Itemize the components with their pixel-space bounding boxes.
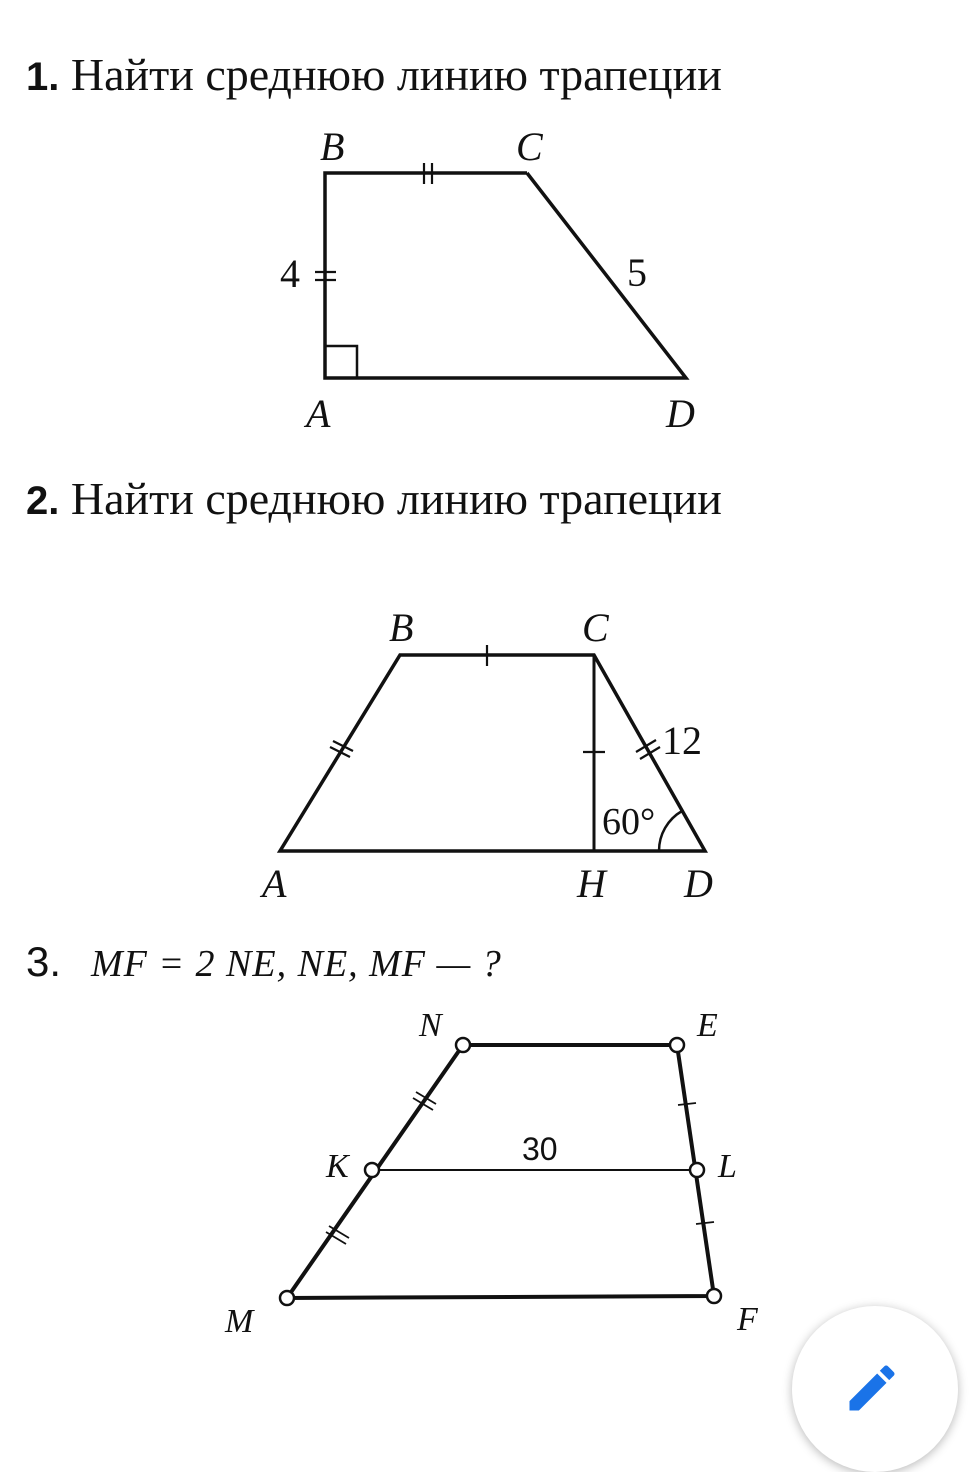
side-ab-length: 4 — [280, 251, 300, 296]
vertex-e-label-3: E — [697, 1007, 718, 1044]
vertex-b-label-2: B — [389, 605, 414, 650]
point-l — [690, 1163, 704, 1177]
task-1-text: Найти среднюю линию трапеции — [70, 49, 722, 100]
pencil-icon-shape — [850, 1365, 895, 1410]
tick-lf — [696, 1222, 714, 1224]
edit-button[interactable] — [792, 1306, 958, 1472]
trapezoid-mnef-figure-3 — [287, 1045, 714, 1298]
vertex-a-label-2: A — [262, 861, 287, 906]
point-n — [456, 1038, 470, 1052]
vertex-h-label-2: H — [577, 861, 606, 906]
angle-d-value: 60° — [602, 801, 656, 843]
right-angle-mark — [325, 346, 357, 378]
midline-kl-length: 30 — [522, 1131, 558, 1167]
vertex-a-label-1: A — [306, 391, 331, 436]
point-k — [365, 1163, 379, 1177]
vertex-d-label-1: D — [666, 391, 695, 436]
vertex-b-label-1: B — [320, 124, 345, 169]
point-m — [280, 1291, 294, 1305]
vertex-k-label-3: K — [326, 1148, 349, 1185]
vertex-n-label-3: N — [419, 1007, 442, 1044]
task-3-condition: MF = 2 NE, NE, MF — ? — [91, 943, 502, 985]
task-2-text: Найти среднюю линию трапеции — [70, 473, 722, 524]
side-cd-length: 5 — [627, 250, 647, 295]
tick-el — [678, 1103, 696, 1105]
angle-d-arc — [659, 811, 682, 851]
vertex-c-label-1: C — [516, 124, 543, 169]
side-cd-length-2: 12 — [662, 718, 702, 763]
vertex-l-label-3: L — [718, 1148, 737, 1185]
pencil-icon — [842, 1358, 902, 1418]
task-2-number: 2. — [26, 479, 60, 523]
point-f — [707, 1289, 721, 1303]
point-e — [670, 1038, 684, 1052]
task-1-number: 1. — [26, 55, 60, 99]
vertex-d-label-2: D — [684, 861, 713, 906]
vertex-f-label-3: F — [737, 1301, 758, 1338]
vertex-c-label-2: C — [582, 605, 609, 650]
task-3-number: 3. — [26, 938, 62, 985]
trapezoid-3-outline — [287, 1045, 714, 1298]
vertex-m-label-3: M — [225, 1303, 254, 1340]
